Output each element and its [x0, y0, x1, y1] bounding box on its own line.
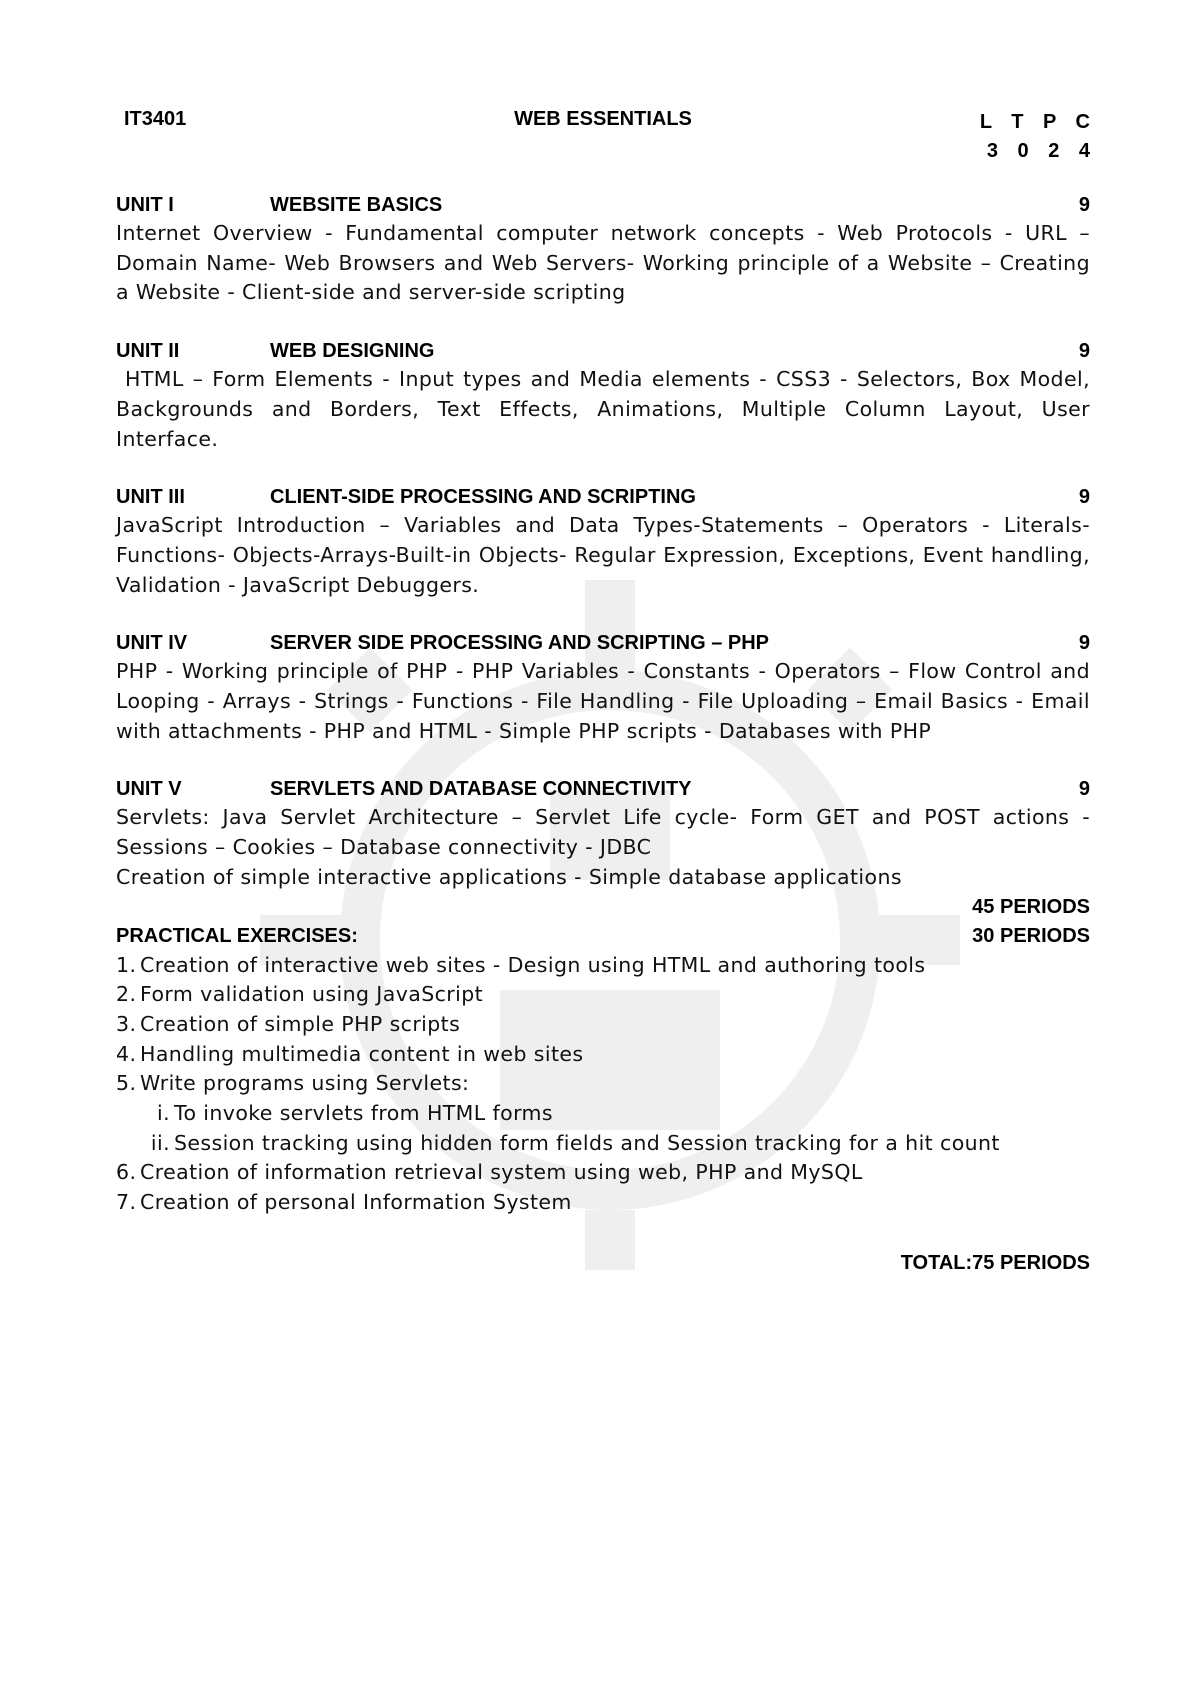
unit-section — [116, 482, 1090, 600]
unit-hours: 9 — [1078, 778, 1090, 801]
theory-periods: 45 PERIODS — [972, 895, 1090, 918]
exercise-text: Session tracking using hidden form fields and Session tracking for a hit count — [174, 1130, 1000, 1155]
syllabus-page — [116, 104, 1097, 1275]
exercise-item — [116, 1188, 1090, 1218]
total-periods: TOTAL:75 PERIODS — [900, 1251, 1090, 1274]
exercise-number: 7. — [116, 1190, 137, 1215]
practical-periods: 30 PERIODS — [972, 924, 1090, 947]
exercise-item — [116, 1010, 1090, 1040]
practical-title: PRACTICAL EXERCISES: — [116, 924, 358, 947]
exercise-number: ii. — [150, 1130, 170, 1155]
unit-hours: 9 — [1078, 632, 1090, 655]
exercise-item — [116, 1158, 1090, 1188]
exercise-text: To invoke servlets from HTML forms — [174, 1101, 553, 1126]
exercise-text: Handling multimedia content in web sites — [140, 1041, 584, 1066]
exercise-text: Creation of interactive web sites - Design using HTML and authoring tools — [140, 952, 926, 977]
unit-hours: 9 — [1078, 194, 1090, 216]
unit-content: JavaScript Introduction – Variables and Data Types-Statements – Operators - Literals-Functions- Objects-Arrays-Built-in Objects- Regular Expression, Exceptions, Event handling, Validation - JavaScript Debuggers. — [116, 513, 1090, 597]
unit-hours: 9 — [1078, 340, 1090, 363]
ltpc-values: 3 0 2 4 — [986, 140, 1097, 162]
ltpc-block — [980, 108, 1097, 166]
exercise-number: i. — [156, 1101, 170, 1126]
unit-number: UNIT V — [116, 778, 182, 801]
exercise-number: 4. — [116, 1041, 137, 1066]
unit-hours: 9 — [1078, 486, 1090, 509]
unit-heading — [116, 336, 1090, 365]
unit-section — [116, 774, 1090, 892]
unit-content: Servlets: Java Servlet Architecture – Servlet Life cycle- Form GET and POST actions - Sessions – Cookies – Database connectivity - JDBC — [116, 805, 1090, 860]
course-title: WEB ESSENTIALS — [514, 108, 692, 130]
unit-number: UNIT III — [116, 486, 185, 509]
unit-content: Internet Overview - Fundamental computer network concepts - Web Protocols - URL – Domain Name- Web Browsers and Web Servers- Working principle of a Website – Creating a Website - Client-side and server-side scripting — [116, 221, 1090, 305]
practical-exercise-list — [116, 951, 1090, 1218]
unit-heading — [116, 628, 1090, 657]
course-header — [116, 104, 1097, 162]
unit-heading — [116, 774, 1090, 803]
course-code: IT3401 — [124, 108, 187, 130]
unit-content: PHP - Working principle of PHP - PHP Variables - Constants - Operators – Flow Control and Looping - Arrays - Strings - Functions - File Handling - File Uploading – Email Basics - Email with attachments - PHP and HTML - Simple PHP scripts - Databases with PHP — [116, 659, 1090, 743]
exercise-text: Creation of simple PHP scripts — [140, 1011, 461, 1036]
exercise-item — [116, 1040, 1090, 1070]
unit-title: WEB DESIGNING — [270, 340, 435, 363]
exercise-item — [116, 1069, 1090, 1099]
unit-number: UNIT II — [116, 340, 180, 363]
unit-section — [116, 336, 1097, 454]
exercise-item — [116, 951, 1090, 981]
unit-title: CLIENT-SIDE PROCESSING AND SCRIPTING — [270, 486, 696, 509]
unit-title: SERVER SIDE PROCESSING AND SCRIPTING – PHP — [270, 632, 769, 655]
practical-heading — [116, 922, 1090, 951]
exercise-text: Form validation using JavaScript — [140, 982, 484, 1007]
unit-section — [116, 190, 1090, 308]
exercise-number: 5. — [116, 1071, 137, 1096]
unit-title: SERVLETS AND DATABASE CONNECTIVITY — [270, 778, 692, 801]
unit-heading — [116, 482, 1090, 511]
unit-content: HTML – Form Elements - Input types and Media elements - CSS3 - Selectors, Box Model, Backgrounds and Borders, Text Effects, Animations, Multiple Column Layout, User Interface. — [116, 367, 1097, 451]
exercise-item — [116, 1099, 1090, 1129]
exercise-number: 2. — [116, 982, 137, 1007]
exercise-number: 6. — [116, 1160, 137, 1185]
exercise-number: 1. — [116, 952, 137, 977]
unit-section — [116, 628, 1090, 746]
unit-heading — [116, 190, 1090, 219]
exercise-text: Creation of information retrieval system using web, PHP and MySQL — [140, 1160, 863, 1185]
unit-content-extra: Creation of simple interactive applications - Simple database applications — [116, 864, 902, 889]
exercise-text: Write programs using Servlets: — [140, 1071, 470, 1096]
exercise-text: Creation of personal Information System — [140, 1190, 572, 1215]
unit-title: WEBSITE BASICS — [270, 194, 443, 216]
ltpc-labels: L T P C — [979, 111, 1097, 133]
unit-number: UNIT IV — [116, 632, 188, 655]
exercise-number: 3. — [116, 1011, 137, 1036]
unit-number: UNIT I — [116, 194, 174, 216]
exercise-item — [116, 1129, 1090, 1159]
exercise-item — [116, 980, 1090, 1010]
